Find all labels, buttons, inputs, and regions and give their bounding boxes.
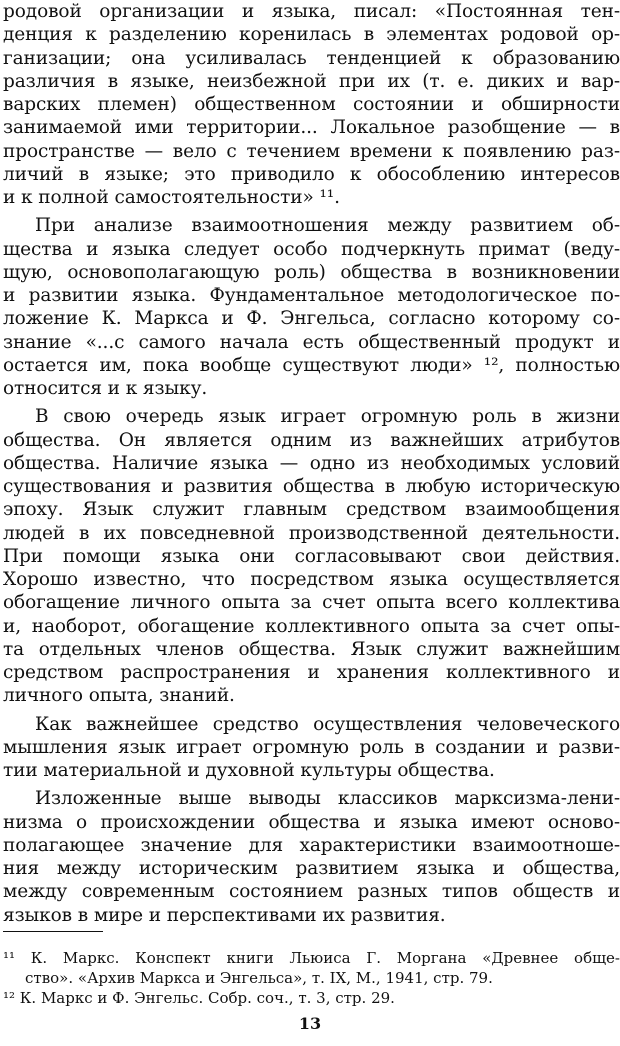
text-line: пространстве — вело с течением времени к появлению раз- — [3, 140, 620, 162]
text-line: общества. Наличие языка — одно из необходимых условий — [3, 452, 620, 474]
text-line: варских племен) общественном состоянии и обширности — [3, 94, 620, 115]
text-line: различия в языке, неизбежной при их (т. е. диких и вар- — [3, 70, 620, 92]
text-line: эпоху. Язык служит главным средством взаимообщения — [3, 499, 620, 521]
text-line: ния между историческим развитием языка и общества, — [3, 858, 620, 879]
text-line: денция к разделению коренилась в элементах родовой ор- — [3, 24, 620, 46]
footnotes — [3, 948, 620, 1008]
text-line: мышления язык играет огромную роль в создании и разви- — [3, 736, 620, 758]
text-line: Хорошо известно, что посредством языка осуществляется — [3, 569, 620, 590]
text-line: существования и развития общества в любую историческую — [3, 476, 620, 497]
text-line: относится и к языку. — [3, 378, 208, 399]
text-line: и к полной самостоятельности» ¹¹. — [3, 187, 340, 208]
text-line: тии материальной и духовной культуры общества. — [3, 760, 495, 781]
text-line: ганизации; она усиливалась тенденцией к образованию — [3, 47, 620, 69]
text-line: та отдельных членов общества. Язык служит важнейшим — [3, 638, 620, 660]
text-line: ложение К. Маркса и Ф. Энгельса, согласно которому со- — [3, 308, 620, 330]
text-line: родовой организации и языка, писал: «Постоянная тен- — [3, 1, 620, 22]
footnote-line: ство». «Архив Маркса и Энгельса», т. IX, М., 1941, стр. 79. — [25, 969, 493, 987]
text-line: При анализе взаимоотношения между развитием об- — [35, 215, 620, 237]
text-line: обогащение личного опыта за счет опыта всего коллектива — [3, 592, 620, 614]
text-line: щества и языка следует особо подчеркнуть примат (веду- — [3, 238, 620, 260]
text-line: между современным состоянием разных типов обществ и — [3, 881, 620, 903]
footnote-divider — [3, 931, 103, 932]
text-line: личий в языке; это приводило к обособлению интересов — [3, 163, 620, 185]
text-line: и, наоборот, обогащение коллективного опыта за счет опы- — [3, 615, 620, 637]
text-line: и развитии языка. Фундаментальное методологическое по- — [3, 285, 620, 306]
text-line: Как важнейшее средство осуществления человеческого — [35, 713, 620, 735]
text-line: низма о происхождении общества и языка имеют осново- — [3, 811, 620, 833]
text-line: В свою очередь язык играет огромную роль в жизни — [35, 406, 620, 428]
text-line: личного опыта, знаний. — [3, 685, 235, 707]
text-line: При помощи языка они согласовывают свои действия. — [3, 545, 620, 567]
text-line: занимаемой ими территории... Локальное разобщение — в — [3, 117, 620, 139]
text-line: щую, основополагающую роль) общества в возникновении — [3, 261, 620, 283]
text-line: полагающее значение для характеристики взаимоотноше- — [3, 834, 620, 856]
text-line: Изложенные выше выводы классиков марксизма-лени- — [35, 788, 620, 810]
text-line: людей в их повседневной производственной деятельности. — [3, 522, 620, 544]
main-text — [3, 0, 620, 927]
page-number: 13 — [298, 1014, 322, 1033]
footnote-line: ¹² К. Маркс и Ф. Энгельс. Собр. соч., т. 3, стр. 29. — [3, 989, 395, 1007]
text-line: остается им, пока вообще существуют люди» ¹², полностью — [3, 354, 620, 376]
text-line: знание «...с самого начала есть общественный продукт и — [3, 331, 620, 353]
footnote-line: ¹¹ К. Маркс. Конспект книги Льюиса Г. Моргана «Древнее обще- — [3, 949, 620, 967]
text-line: средством распространения и хранения коллективного и — [3, 662, 620, 683]
text-line: языков в мире и перспективами их развития. — [3, 904, 446, 926]
text-line: общества. Он является одним из важнейших атрибутов — [3, 429, 620, 451]
